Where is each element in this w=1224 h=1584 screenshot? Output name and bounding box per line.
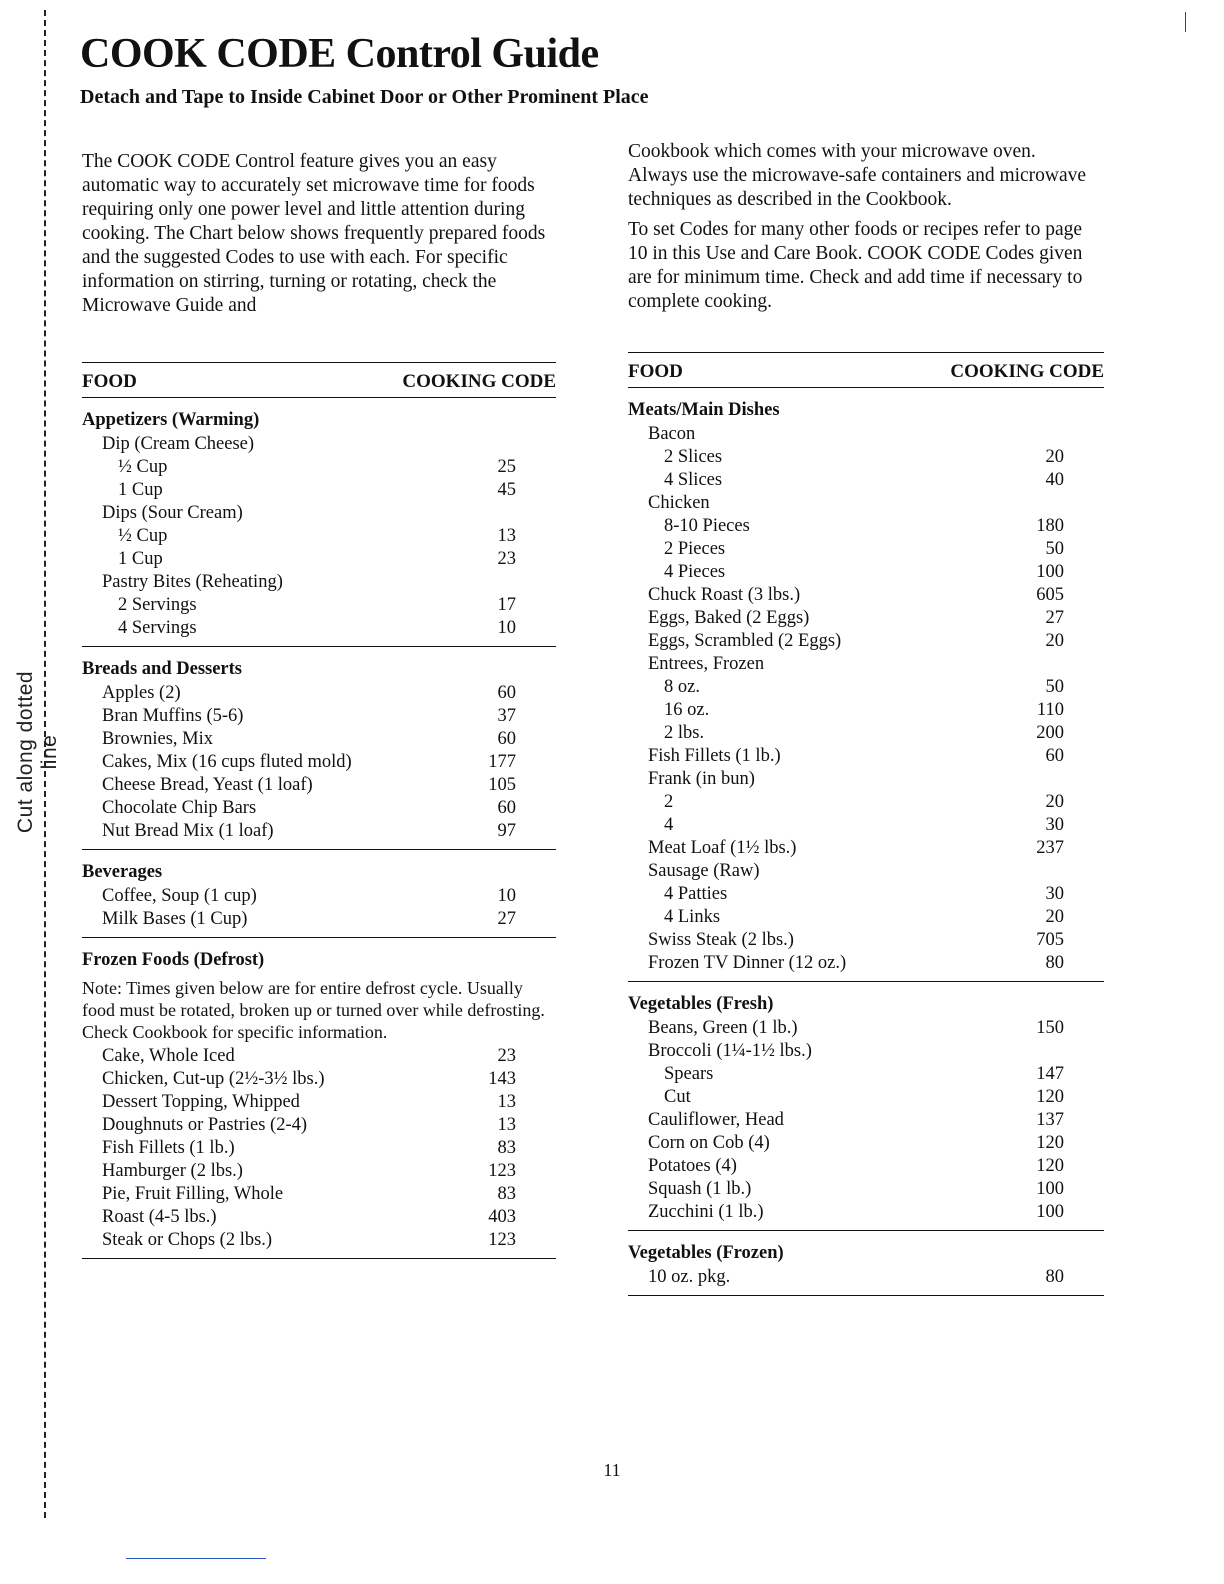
cooking-code: 20 bbox=[1045, 792, 1064, 812]
cooking-code bbox=[476, 433, 516, 456]
cooking-code: 27 bbox=[497, 909, 516, 929]
cooking-code: 23 bbox=[497, 1046, 516, 1066]
food-label: 2 Servings bbox=[118, 595, 197, 615]
table-row bbox=[82, 1229, 556, 1252]
food-label: Eggs, Scrambled (2 Eggs) bbox=[648, 631, 842, 651]
table-row bbox=[628, 929, 1104, 952]
table-row bbox=[628, 446, 1104, 469]
food-column-header: FOOD bbox=[628, 361, 683, 382]
food-label: Dip (Cream Cheese) bbox=[102, 434, 255, 454]
cooking-code: 100 bbox=[1036, 562, 1064, 582]
food-label: 4 bbox=[664, 815, 674, 835]
food-label: Bran Muffins (5-6) bbox=[102, 706, 244, 726]
food-label: Fish Fillets (1 lb.) bbox=[648, 746, 781, 766]
table-row bbox=[82, 705, 556, 728]
table-row bbox=[82, 797, 556, 820]
food-label: Spears bbox=[664, 1064, 714, 1084]
table-row bbox=[628, 860, 1104, 883]
table-row bbox=[628, 1201, 1104, 1224]
food-label: Potatoes (4) bbox=[648, 1156, 737, 1176]
food-label: Chicken, Cut-up (2½-3½ lbs.) bbox=[102, 1069, 325, 1089]
section-title: Breads and Desserts bbox=[82, 659, 242, 679]
cooking-code: 97 bbox=[497, 821, 516, 841]
table-row bbox=[628, 584, 1104, 607]
table-row bbox=[82, 502, 556, 525]
footer-rule bbox=[126, 1558, 266, 1559]
cooking-code: 13 bbox=[497, 1115, 516, 1135]
food-label: Corn on Cob (4) bbox=[648, 1133, 770, 1153]
cooking-code-column-header: COOKING CODE bbox=[950, 361, 1104, 382]
page-title: COOK CODE Control Guide bbox=[80, 31, 599, 77]
cooking-code: 80 bbox=[1045, 1267, 1064, 1287]
food-label: 8-10 Pieces bbox=[664, 516, 750, 536]
cooking-code: 10 bbox=[497, 886, 516, 906]
cooking-code: 60 bbox=[1045, 746, 1064, 766]
section-title: Frozen Foods (Defrost) bbox=[82, 950, 265, 970]
cooking-code: 60 bbox=[497, 683, 516, 703]
food-section bbox=[628, 388, 1104, 982]
cooking-code: 177 bbox=[488, 752, 516, 772]
food-label: Eggs, Baked (2 Eggs) bbox=[648, 608, 810, 628]
cooking-code: 137 bbox=[1036, 1110, 1064, 1130]
table-row bbox=[82, 751, 556, 774]
table-row bbox=[82, 594, 556, 617]
table-row bbox=[628, 1132, 1104, 1155]
food-label: Pastry Bites (Reheating) bbox=[102, 572, 283, 592]
cooking-code: 40 bbox=[1045, 470, 1064, 490]
table-row bbox=[628, 837, 1104, 860]
table-row bbox=[82, 1045, 556, 1068]
table-body-right bbox=[628, 388, 1104, 1296]
food-label: 8 oz. bbox=[664, 677, 700, 697]
table-row bbox=[82, 682, 556, 705]
cook-code-table-right bbox=[628, 352, 1104, 1296]
food-label: Cut bbox=[664, 1087, 691, 1107]
food-label: Beans, Green (1 lb.) bbox=[648, 1018, 798, 1038]
cooking-code: 23 bbox=[497, 549, 516, 569]
food-section bbox=[628, 1231, 1104, 1296]
food-label: 2 Slices bbox=[664, 447, 723, 467]
food-label: Broccoli (1¼-1½ lbs.) bbox=[648, 1041, 812, 1061]
table-row bbox=[628, 1266, 1104, 1289]
food-section bbox=[628, 982, 1104, 1231]
food-label: 4 Patties bbox=[664, 884, 728, 904]
cooking-code: 20 bbox=[1045, 907, 1064, 927]
food-label: Entrees, Frozen bbox=[648, 654, 765, 674]
food-label: 2 lbs. bbox=[664, 723, 705, 743]
table-row bbox=[628, 607, 1104, 630]
food-column-header: FOOD bbox=[82, 371, 137, 392]
table-row bbox=[628, 515, 1104, 538]
food-label: Dessert Topping, Whipped bbox=[102, 1092, 300, 1112]
table-header bbox=[82, 362, 556, 398]
food-label: ½ Cup bbox=[118, 526, 168, 546]
cooking-code bbox=[1024, 653, 1064, 676]
cooking-code: 120 bbox=[1036, 1156, 1064, 1176]
cooking-code: 37 bbox=[497, 706, 516, 726]
table-row bbox=[82, 908, 556, 931]
cooking-code: 180 bbox=[1036, 516, 1064, 536]
table-row bbox=[82, 1068, 556, 1091]
cooking-code: 237 bbox=[1036, 838, 1064, 858]
food-label: Sausage (Raw) bbox=[648, 861, 760, 881]
food-label: Swiss Steak (2 lbs.) bbox=[648, 930, 794, 950]
food-label: 2 Pieces bbox=[664, 539, 726, 559]
cooking-code-column-header: COOKING CODE bbox=[402, 371, 556, 392]
cooking-code: 110 bbox=[1036, 700, 1064, 720]
cooking-code: 150 bbox=[1036, 1018, 1064, 1038]
food-label: Chicken bbox=[648, 493, 710, 513]
table-row bbox=[628, 722, 1104, 745]
food-label: Frank (in bun) bbox=[648, 769, 755, 789]
cooking-code: 45 bbox=[497, 480, 516, 500]
food-label: Brownies, Mix bbox=[102, 729, 213, 749]
section-title: Beverages bbox=[82, 862, 163, 882]
table-row bbox=[628, 1063, 1104, 1086]
food-label: 16 oz. bbox=[664, 700, 710, 720]
table-row bbox=[82, 820, 556, 843]
page-number: 11 bbox=[603, 1460, 621, 1480]
table-row bbox=[82, 456, 556, 479]
food-label: 4 Servings bbox=[118, 618, 197, 638]
table-row bbox=[82, 885, 556, 908]
cooking-code: 123 bbox=[488, 1161, 516, 1181]
table-row bbox=[628, 1155, 1104, 1178]
table-row bbox=[628, 538, 1104, 561]
table-row bbox=[628, 630, 1104, 653]
table-row bbox=[628, 676, 1104, 699]
cooking-code: 120 bbox=[1036, 1133, 1064, 1153]
table-row bbox=[628, 492, 1104, 515]
cooking-code bbox=[476, 571, 516, 594]
cooking-code: 20 bbox=[1045, 631, 1064, 651]
section-note: Note: Times given below are for entire defrost cycle. Usually food must be rotated, broken up or turned over while defrosting. Check Cookbook for specific information. bbox=[82, 978, 545, 1042]
food-label: Zucchini (1 lb.) bbox=[648, 1202, 764, 1222]
food-label: 10 oz. pkg. bbox=[648, 1267, 731, 1287]
section-title: Meats/Main Dishes bbox=[628, 400, 780, 420]
table-row bbox=[628, 791, 1104, 814]
table-row bbox=[82, 433, 556, 456]
cooking-code: 13 bbox=[497, 1092, 516, 1112]
cooking-code: 50 bbox=[1045, 539, 1064, 559]
cooking-code: 143 bbox=[488, 1069, 516, 1089]
table-header bbox=[628, 352, 1104, 388]
food-section bbox=[82, 938, 556, 1259]
section-title: Vegetables (Fresh) bbox=[628, 994, 774, 1014]
table-row bbox=[628, 1109, 1104, 1132]
food-label: Cakes, Mix (16 cups fluted mold) bbox=[102, 752, 352, 772]
cooking-code: 123 bbox=[488, 1230, 516, 1250]
table-row bbox=[82, 548, 556, 571]
table-row bbox=[82, 728, 556, 751]
food-label: 2 bbox=[664, 792, 674, 812]
table-row bbox=[628, 1017, 1104, 1040]
table-row bbox=[628, 1040, 1104, 1063]
cooking-code bbox=[1024, 423, 1064, 446]
food-label: Frozen TV Dinner (12 oz.) bbox=[648, 953, 847, 973]
cooking-code bbox=[1024, 492, 1064, 515]
table-row bbox=[82, 774, 556, 797]
table-row bbox=[82, 479, 556, 502]
food-section bbox=[82, 850, 556, 938]
table-row bbox=[628, 745, 1104, 768]
food-label: Chocolate Chip Bars bbox=[102, 798, 257, 818]
cooking-code: 25 bbox=[497, 457, 516, 477]
food-label: 1 Cup bbox=[118, 549, 163, 569]
table-row bbox=[628, 768, 1104, 791]
food-label: 4 Slices bbox=[664, 470, 723, 490]
food-section bbox=[82, 398, 556, 647]
food-label: 4 Pieces bbox=[664, 562, 726, 582]
cook-code-table-left bbox=[82, 362, 556, 1259]
cooking-code: 705 bbox=[1036, 930, 1064, 950]
food-label: 1 Cup bbox=[118, 480, 163, 500]
cooking-code: 20 bbox=[1045, 447, 1064, 467]
table-row bbox=[82, 617, 556, 640]
cooking-code: 120 bbox=[1036, 1087, 1064, 1107]
food-label: Cheese Bread, Yeast (1 loaf) bbox=[102, 775, 313, 795]
cooking-code bbox=[1024, 1040, 1064, 1063]
intro-right-paragraph-1: Cookbook which comes with your microwave oven. Always use the microwave-safe containers and microwave techniques as described in the Cookbook. bbox=[628, 141, 1087, 210]
food-label: Milk Bases (1 Cup) bbox=[102, 909, 248, 929]
section-title: Appetizers (Warming) bbox=[82, 410, 260, 430]
table-row bbox=[628, 906, 1104, 929]
cooking-code: 30 bbox=[1045, 884, 1064, 904]
food-label: ½ Cup bbox=[118, 457, 168, 477]
table-row bbox=[82, 1206, 556, 1229]
food-label: Fish Fillets (1 lb.) bbox=[102, 1138, 235, 1158]
table-row bbox=[628, 699, 1104, 722]
food-label: Nut Bread Mix (1 loaf) bbox=[102, 821, 274, 841]
food-label: 4 Links bbox=[664, 907, 721, 927]
table-row bbox=[82, 1137, 556, 1160]
food-label: Squash (1 lb.) bbox=[648, 1179, 752, 1199]
food-label: Bacon bbox=[648, 424, 696, 444]
food-label: Cauliflower, Head bbox=[648, 1110, 784, 1130]
section-title: Vegetables (Frozen) bbox=[628, 1243, 784, 1263]
table-row bbox=[628, 561, 1104, 584]
cooking-code: 605 bbox=[1036, 585, 1064, 605]
cooking-code bbox=[476, 502, 516, 525]
intro-right-paragraph-2: To set Codes for many other foods or recipes refer to page 10 in this Use and Care Book. COOK CODE Codes given are for minimum time. Check and add time if necessary to complete cooking. bbox=[628, 219, 1083, 312]
page-subtitle: Detach and Tape to Inside Cabinet Door or Other Prominent Place bbox=[80, 86, 649, 108]
cooking-code: 83 bbox=[497, 1138, 516, 1158]
intro-right-column bbox=[628, 140, 1098, 320]
food-label: Hamburger (2 lbs.) bbox=[102, 1161, 243, 1181]
table-row bbox=[628, 883, 1104, 906]
table-row bbox=[82, 1114, 556, 1137]
cooking-code: 147 bbox=[1036, 1064, 1064, 1084]
table-row bbox=[82, 525, 556, 548]
cooking-code: 60 bbox=[497, 729, 516, 749]
food-label: Doughnuts or Pastries (2-4) bbox=[102, 1115, 308, 1135]
food-label: Coffee, Soup (1 cup) bbox=[102, 886, 257, 906]
table-row bbox=[628, 1086, 1104, 1109]
table-row bbox=[628, 423, 1104, 446]
cooking-code: 27 bbox=[1045, 608, 1064, 628]
table-row bbox=[628, 469, 1104, 492]
food-section bbox=[82, 647, 556, 850]
table-row bbox=[82, 1160, 556, 1183]
cooking-code: 105 bbox=[488, 775, 516, 795]
table-row bbox=[82, 1091, 556, 1114]
cooking-code: 60 bbox=[497, 798, 516, 818]
cooking-code: 17 bbox=[497, 595, 516, 615]
table-row bbox=[82, 1183, 556, 1206]
food-label: Steak or Chops (2 lbs.) bbox=[102, 1230, 273, 1250]
table-row bbox=[628, 1178, 1104, 1201]
cooking-code: 200 bbox=[1036, 723, 1064, 743]
cooking-code: 80 bbox=[1045, 953, 1064, 973]
table-row bbox=[628, 952, 1104, 975]
food-label: Dips (Sour Cream) bbox=[102, 503, 243, 523]
intro-left-paragraph: The COOK CODE Control feature gives you an easy automatic way to accurately set microwave time for foods requiring only one power level and little attention during cooking. The Chart below shows frequently prepared foods and the suggested Codes to use with each. For specific information on stirring, turning or rotating, check the Microwave Guide and bbox=[82, 151, 546, 316]
cooking-code: 50 bbox=[1045, 677, 1064, 697]
cooking-code bbox=[1024, 768, 1064, 791]
cooking-code: 30 bbox=[1045, 815, 1064, 835]
cooking-code bbox=[1024, 860, 1064, 883]
table-row bbox=[628, 814, 1104, 837]
food-label: Chuck Roast (3 lbs.) bbox=[648, 585, 801, 605]
food-label: Pie, Fruit Filling, Whole bbox=[102, 1184, 284, 1204]
food-label: Meat Loaf (1½ lbs.) bbox=[648, 838, 797, 858]
cut-instruction-label: Cut along dotted line bbox=[14, 670, 61, 834]
edge-mark bbox=[1185, 12, 1186, 32]
cooking-code: 100 bbox=[1036, 1202, 1064, 1222]
food-label: Roast (4-5 lbs.) bbox=[102, 1207, 217, 1227]
table-row bbox=[628, 653, 1104, 676]
cooking-code: 403 bbox=[488, 1207, 516, 1227]
cooking-code: 83 bbox=[497, 1184, 516, 1204]
food-label: Apples (2) bbox=[102, 683, 181, 703]
table-body-left bbox=[82, 398, 556, 1259]
food-label: Cake, Whole Iced bbox=[102, 1046, 235, 1066]
cooking-code: 13 bbox=[497, 526, 516, 546]
cooking-code: 100 bbox=[1036, 1179, 1064, 1199]
cooking-code: 10 bbox=[497, 618, 516, 638]
table-row bbox=[82, 571, 556, 594]
